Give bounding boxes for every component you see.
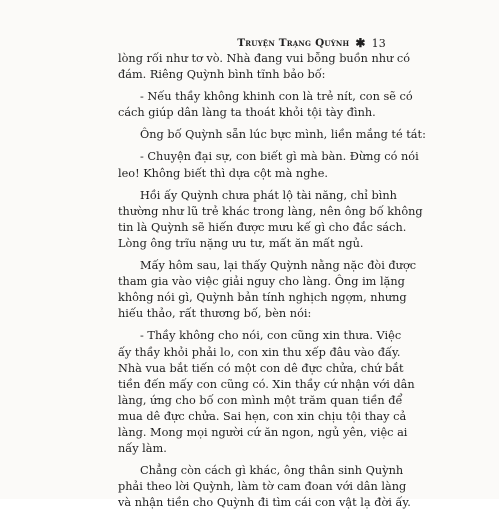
text-line: ấy thầy khỏi phải lo, con xin thu xếp đâu vào đấy. <box>118 345 401 359</box>
text-line: - Thầy không cho nói, con cũng xin thưa. Việc <box>140 329 402 343</box>
text-line: Ông bố Quỳnh sẵn lúc bực mình, liền mắng té tát: <box>140 128 426 142</box>
ornament-icon: ✱ <box>355 36 366 50</box>
text-line: Hồi ấy Quỳnh chưa phát lộ tài năng, chỉ bình <box>140 188 397 202</box>
text-line: hiếu thảo, rất thương bố, bèn nói: <box>118 307 312 321</box>
paragraph <box>118 258 417 322</box>
paragraph <box>118 89 413 121</box>
text-line: - Chuyện đại sự, con biết gì mà bàn. Đừng có nói <box>140 150 419 164</box>
text-line: nấy làm. <box>118 442 167 456</box>
paragraph <box>118 149 419 181</box>
book-title: Truyện Trạng Quỳnh <box>237 37 350 49</box>
running-header <box>118 36 386 50</box>
text-line: Chẳng còn cách gì khác, ông thân sinh Quỳnh <box>140 464 404 478</box>
text-line: mua dê đực chửa. Sai hẹn, con xin chịu tội thay cả <box>118 409 407 423</box>
text-line: tham gia vào việc giải nguy cho làng. Ông im lặng <box>118 275 405 289</box>
text-line: và nhận tiền cho Quỳnh đi tìm cái con vật lạ đời ấy. <box>118 496 411 510</box>
page-number: 13 <box>371 36 386 50</box>
text-line: đám. Riêng Quỳnh bình tĩnh bảo bố: <box>118 68 326 82</box>
text-line: cách giúp dân làng ta thoát khỏi tội tày đình. <box>118 106 376 120</box>
paragraph <box>118 188 423 252</box>
text-line: Nhà vua bắt tiến có một con dê đực chửa, chứ bắt <box>118 361 404 375</box>
text-line: Lòng ông trĩu nặng ưu tư, mất ăn mất ngủ. <box>118 236 364 250</box>
paragraph <box>118 463 411 511</box>
text-line: lòng rối như tơ vò. Nhà đang vui bỗng buồn như có <box>118 52 411 65</box>
body-text <box>118 51 426 517</box>
text-line: tin là Quỳnh sẽ hiến được mưu kế gì cho đắc sách. <box>118 220 407 234</box>
text-line: - Nếu thầy không khinh con là trẻ nít, con sẽ có <box>140 90 413 104</box>
text-line: tiền đến mấy con cũng có. Xin thầy cứ nhận với dân <box>118 377 415 391</box>
text-line: thường như lũ trẻ khác trong làng, nên ông bố không <box>118 204 423 218</box>
text-line: làng, ứng cho bố con mình một trăm quan tiền để <box>118 393 403 407</box>
text-line: Mấy hôm sau, lại thấy Quỳnh nằng nặc đòi được <box>140 259 417 273</box>
paragraph <box>118 127 426 143</box>
paragraph <box>118 328 415 457</box>
text-line: phải theo lời Quỳnh, làm tờ cam đoan với dân làng <box>118 480 407 494</box>
text-line: làng. Mong mọi người cứ ăn ngon, ngủ yên, việc ai <box>118 425 408 439</box>
text-line: không nói gì, Quỳnh bản tính nghịch ngợm, nhưng <box>118 291 407 305</box>
paragraph <box>118 51 411 83</box>
text-line: leo! Không biết thì dựa cột mà nghe. <box>118 166 328 180</box>
